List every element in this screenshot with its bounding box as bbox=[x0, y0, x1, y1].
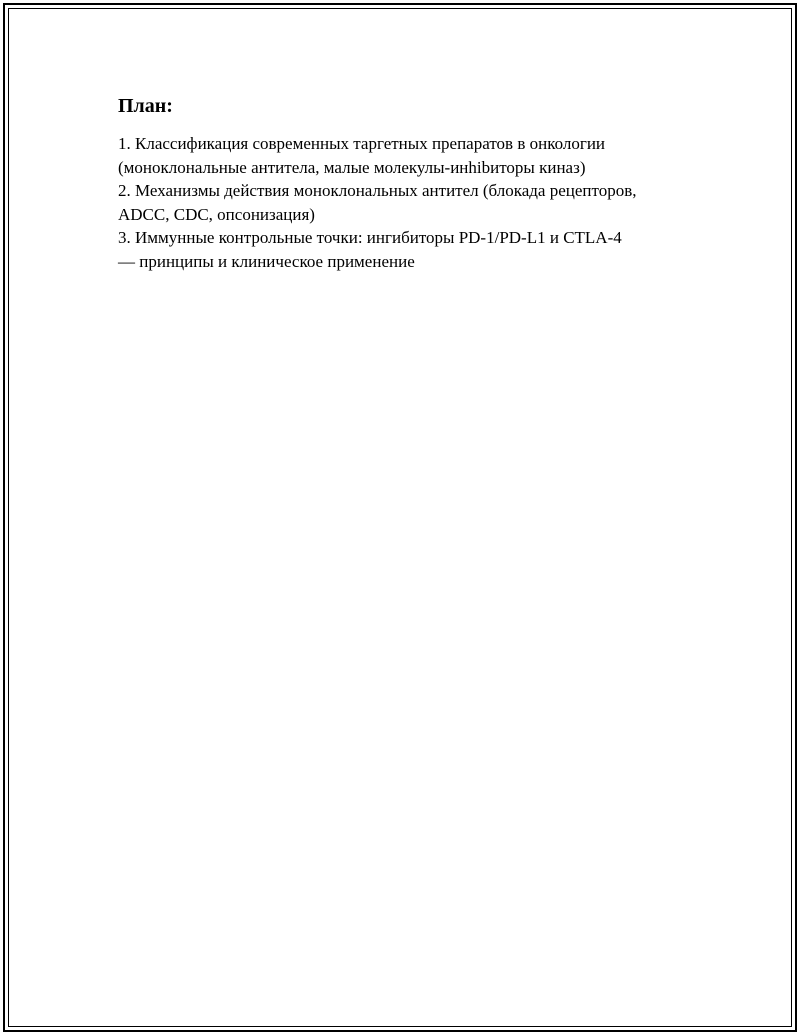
plan-item-2-line-2: ADCC, CDC, опсонизация) bbox=[118, 204, 315, 224]
plan-item-1-line-1: 1. Классификация современных таргетных препаратов в онкологии bbox=[118, 134, 606, 153]
plan-heading: План: bbox=[118, 95, 173, 117]
plan-list bbox=[118, 132, 718, 273]
plan-item-1 bbox=[118, 132, 718, 179]
plan-item-3-line-1: 3. Иммунные контрольные точки: ингибиторы PD-1/PD-L1 и CTLA-4 bbox=[118, 228, 622, 247]
plan-item-2-line-1: 2. Механизмы действия моноклональных антител (блокада рецепторов, bbox=[118, 181, 637, 200]
plan-item-3 bbox=[118, 226, 718, 273]
document-content bbox=[118, 94, 718, 273]
plan-item-1-line-2: (моноклональные антитела, малые молекулы-инhibиторы киназ) bbox=[118, 157, 586, 177]
plan-item-3-line-2: — принципы и клиническое применение bbox=[118, 251, 415, 271]
plan-item-2 bbox=[118, 179, 718, 226]
